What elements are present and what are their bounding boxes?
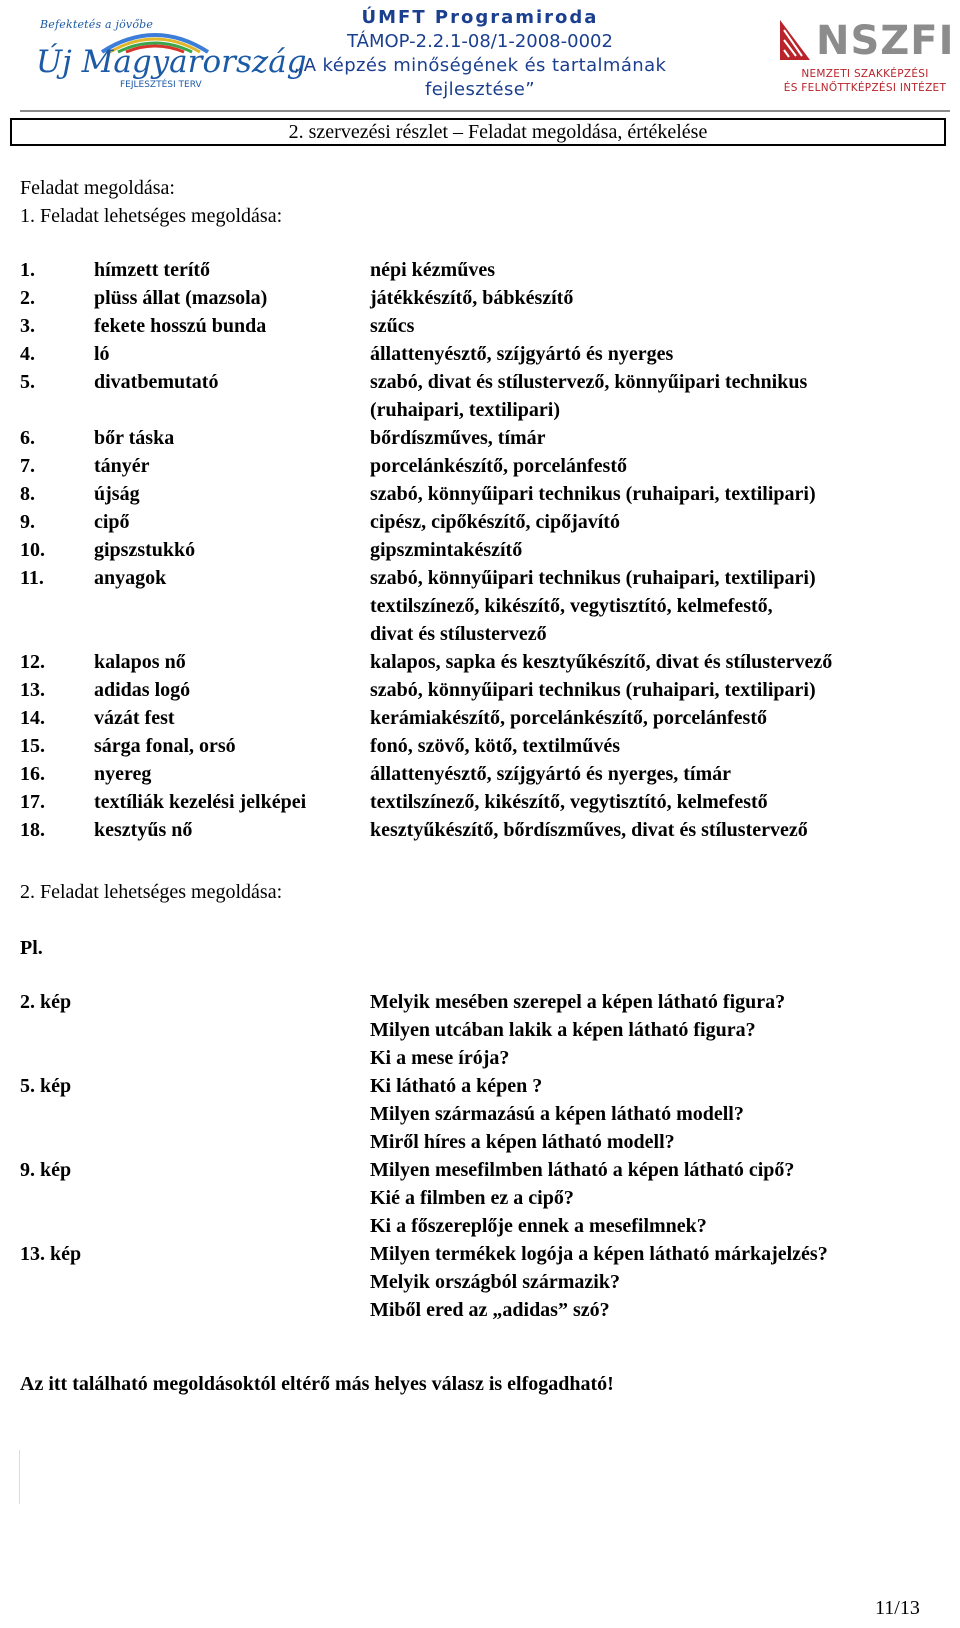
item-number: 16. [20, 763, 45, 785]
profession-line: szűcs [370, 315, 415, 337]
picture-label: 5. kép [20, 1075, 72, 1097]
item-name: adidas logó [94, 679, 191, 701]
logo-name: Új Magyarország [36, 44, 307, 80]
profession-line: (ruhaipari, textilipari) [370, 399, 560, 421]
item-name: plüss állat (mazsola) [94, 287, 268, 309]
question-line: Milyen utcában lakik a képen látható figura? [370, 1019, 756, 1041]
list-item [20, 424, 940, 452]
item-name: anyagok [94, 567, 167, 589]
item-name: ló [94, 343, 110, 365]
item-name: vázát fest [94, 707, 175, 729]
item-name: kalapos nő [94, 651, 186, 673]
list-item [20, 452, 940, 480]
question-block [20, 1072, 940, 1156]
question-block [20, 1240, 940, 1324]
office-name: ÚMFT Programiroda [361, 7, 599, 28]
logo-subname: FEJLESZTÉSI TERV [120, 80, 202, 90]
question-line: Melyik mesében szerepel a képen látható figura? [370, 991, 786, 1013]
item-number: 13. [20, 679, 45, 701]
project-title-line1: „A képzés minőségének és tartalmának [293, 55, 667, 76]
profession-line: gipszmintakészítő [370, 539, 523, 561]
margin-mark [19, 1450, 20, 1504]
question-line: Melyik országból származik? [370, 1271, 620, 1293]
list-item [20, 648, 940, 676]
profession-line: szabó, könnyűipari technikus (ruhaipari, textilipari) [370, 567, 816, 589]
item-name: kesztyűs nő [94, 819, 193, 841]
list-item [20, 676, 940, 704]
list-item [20, 508, 940, 536]
profession-list [370, 424, 940, 452]
item-name: bőr táska [94, 427, 175, 449]
item-name: fekete hosszú bunda [94, 315, 267, 337]
section-title: 2. szervezési részlet – Feladat megoldása, értékelése [288, 121, 708, 143]
item-name: újság [94, 483, 140, 505]
item-number: 10. [20, 539, 45, 561]
item-name: cipő [94, 511, 130, 533]
uj-magyarorszag-logo [30, 16, 307, 90]
question-lines [370, 1156, 794, 1240]
item-number: 6. [20, 427, 35, 449]
item-number: 18. [20, 819, 45, 841]
item-name: tányér [94, 455, 150, 477]
list-item [20, 704, 940, 732]
nszfi-line2: ÉS FELNŐTTKÉPZÉSI INTÉZET [783, 82, 947, 94]
question-line: Miből ered az „adidas” szó? [370, 1299, 610, 1321]
item-name: textíliák kezelési jelképei [94, 791, 307, 813]
profession-line: kalapos, sapka és kesztyűkészítő, divat és stílustervező [370, 651, 833, 673]
page-header [0, 0, 960, 110]
profession-list [370, 648, 940, 676]
profession-list [370, 816, 940, 844]
profession-line: fonó, szövő, kötő, textilművés [370, 735, 620, 757]
profession-list [370, 788, 940, 816]
profession-line: cipész, cipőkészítő, cipőjavító [370, 511, 620, 533]
profession-line: állattenyésztő, szíjgyártó és nyerges, tímár [370, 763, 731, 785]
question-line: Ki a főszereplője ennek a mesefilmnek? [370, 1215, 707, 1237]
profession-line: divat és stílustervező [370, 623, 547, 645]
profession-line: bőrdíszműves, tímár [370, 427, 546, 449]
list-item [20, 564, 940, 648]
item-number: 4. [20, 343, 35, 365]
profession-list [370, 452, 940, 480]
item-name: nyereg [94, 763, 152, 785]
profession-list [370, 340, 940, 368]
profession-line: játékkészítő, bábkészítő [370, 287, 574, 309]
profession-line: textilszínező, kikészítő, vegytisztító, kelmefestő [370, 791, 768, 813]
program-office-heading [290, 6, 670, 102]
profession-list [370, 508, 940, 536]
item-number: 9. [20, 511, 35, 533]
profession-list [370, 256, 940, 284]
question-block [20, 988, 940, 1072]
picture-label: 13. kép [20, 1243, 82, 1265]
project-title-line2: fejlesztése” [424, 79, 536, 100]
profession-line: állattenyésztő, szíjgyártó és nyerges [370, 343, 674, 365]
profession-list [370, 760, 940, 788]
question-line: Ki látható a képen ? [370, 1075, 543, 1097]
profession-line: szabó, könnyűipari technikus (ruhaipari, textilipari) [370, 483, 816, 505]
section-title-box [10, 118, 946, 146]
question-line: Kié a filmben ez a cipő? [370, 1187, 574, 1209]
item-number: 8. [20, 483, 35, 505]
nszfi-logo [780, 16, 955, 94]
item-name: sárga fonal, orsó [94, 735, 236, 757]
question-line: Milyen termékek logója a képen látható márkajelzés? [370, 1243, 828, 1265]
nszfi-name: NSZFI [816, 18, 955, 64]
task1-heading: 1. Feladat lehetséges megoldása: [20, 205, 283, 227]
profession-list [370, 536, 940, 564]
page-number: 11/13 [875, 1597, 920, 1619]
nszfi-emblem-icon [780, 16, 816, 64]
list-item [20, 760, 940, 788]
list-item [20, 816, 940, 844]
profession-list [370, 368, 940, 424]
profession-line: népi kézműves [370, 259, 495, 281]
item-number: 14. [20, 707, 45, 729]
list-item [20, 340, 940, 368]
profession-list [370, 284, 940, 312]
item-number: 5. [20, 371, 35, 393]
intro-label: Feladat megoldása: [20, 177, 175, 199]
picture-label: 9. kép [20, 1159, 72, 1181]
profession-list [370, 480, 940, 508]
profession-list [370, 732, 940, 760]
question-block [20, 1156, 940, 1240]
item-number: 17. [20, 791, 45, 813]
item-number: 11. [20, 567, 44, 589]
picture-label: 2. kép [20, 991, 72, 1013]
list-item [20, 256, 940, 284]
list-item [20, 480, 940, 508]
profession-line: textilszínező, kikészítő, vegytisztító, kelmefestő, [370, 595, 773, 617]
item-name: divatbemutató [94, 371, 219, 393]
list-item [20, 788, 940, 816]
task2-heading: 2. Feladat lehetséges megoldása: [20, 881, 283, 903]
profession-line: kesztyűkészítő, bőrdíszműves, divat és stílustervező [370, 819, 808, 841]
item-name: hímzett terítő [94, 259, 211, 281]
example-label: Pl. [20, 937, 43, 959]
profession-line: porcelánkészítő, porcelánfestő [370, 455, 628, 477]
item-number: 12. [20, 651, 45, 673]
question-lines [370, 1240, 828, 1324]
closing-note: Az itt található megoldásoktól eltérő más helyes válasz is elfogadható! [20, 1373, 614, 1395]
profession-line: szabó, könnyűipari technikus (ruhaipari, textilipari) [370, 679, 816, 701]
project-code: TÁMOP-2.2.1-08/1-2008-0002 [347, 31, 613, 52]
item-number: 1. [20, 259, 35, 281]
profession-list [370, 676, 940, 704]
nszfi-line1: NEMZETI SZAKKÉPZÉSI [801, 68, 929, 80]
list-item [20, 536, 940, 564]
item-number: 2. [20, 287, 35, 309]
profession-list [370, 312, 940, 340]
question-line: Ki a mese írója? [370, 1047, 510, 1069]
profession-line: kerámiakészítő, porcelánkészítő, porcelánfestő [370, 707, 767, 729]
profession-list [370, 564, 940, 648]
profession-list [370, 704, 940, 732]
question-lines [370, 1072, 744, 1156]
list-item [20, 732, 940, 760]
question-line: Milyen mesefilmben látható a képen látható cipő? [370, 1159, 795, 1181]
list-item [20, 368, 940, 424]
question-line: Miről híres a képen látható modell? [370, 1131, 675, 1153]
question-lines [370, 988, 785, 1072]
item-number: 7. [20, 455, 35, 477]
header-divider [20, 110, 950, 112]
logo-tagline: Befektetés a jövőbe [40, 18, 154, 31]
item-number: 3. [20, 315, 35, 337]
list-item [20, 312, 940, 340]
list-item [20, 284, 940, 312]
item-name: gipszstukkó [94, 539, 196, 561]
question-line: Milyen származású a képen látható modell? [370, 1103, 744, 1125]
item-number: 15. [20, 735, 45, 757]
profession-line: szabó, divat és stílustervező, könnyűipari technikus [370, 371, 808, 393]
